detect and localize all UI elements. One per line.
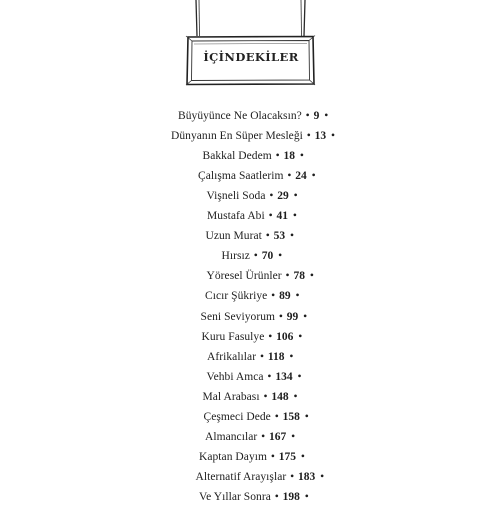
toc-entry-page: 118: [267, 350, 285, 363]
toc-entry-title: Büyüyünce Ne Olacaksın?: [178, 110, 302, 122]
toc-separator: •: [278, 250, 283, 263]
toc-entry-page: 24: [295, 170, 307, 183]
toc-entry: [202, 328, 303, 346]
toc-separator: •: [274, 410, 279, 423]
toc-entry: [198, 167, 316, 185]
toc-entry-title: Dünyanın En Süper Mesleği: [171, 130, 303, 143]
toc-entry-page: 89: [279, 290, 291, 303]
toc-entry-page: 183: [298, 470, 316, 483]
toc-entry-page: 148: [271, 390, 289, 403]
toc-entry-page: 41: [276, 210, 289, 223]
toc-entry: [203, 147, 304, 165]
toc-entry: [199, 488, 309, 506]
toc-entry-title: Çeşmeci Dede: [203, 410, 271, 423]
toc-separator: •: [304, 410, 309, 423]
toc-separator: •: [293, 390, 298, 403]
toc-separator: •: [290, 230, 295, 243]
toc-separator: •: [275, 150, 280, 163]
toc-entry-page: 167: [269, 430, 287, 443]
toc-separator: •: [298, 330, 303, 343]
toc-separator: •: [268, 330, 273, 343]
toc-entry-title: Ve Yıllar Sonra: [199, 490, 271, 503]
toc-entry-page: 70: [261, 250, 274, 263]
toc-separator: •: [269, 190, 274, 203]
toc-entry-title: Vehbi Amca: [206, 370, 264, 383]
toc-entry: [207, 348, 293, 366]
toc-separator: •: [263, 390, 268, 403]
toc-separator: •: [278, 310, 283, 323]
toc-entry-page: 198: [282, 490, 300, 503]
toc-entry-title: Afrikalılar: [207, 350, 257, 363]
toc-separator: •: [293, 190, 298, 203]
toc-entry-title: Cıcır Şükriye: [205, 290, 268, 303]
toc-separator: •: [291, 430, 296, 443]
toc-entry-page: 175: [278, 450, 297, 463]
toc-separator: •: [324, 110, 329, 122]
toc-entry-page: 13: [314, 130, 327, 143]
toc-entry: [199, 448, 305, 466]
toc-separator: •: [287, 170, 292, 183]
toc-entry: [196, 468, 325, 486]
toc-entry: [206, 227, 295, 245]
toc-entry: [171, 127, 335, 145]
toc-entry: [205, 287, 299, 305]
toc-entry-page: 18: [283, 150, 296, 163]
toc-separator: •: [304, 490, 309, 503]
toc-entry-title: Alternatif Arayışlar: [195, 470, 287, 483]
toc-entry: [203, 388, 298, 406]
toc-separator: •: [289, 350, 294, 363]
toc-entry-title: Almancılar: [205, 430, 258, 443]
toc-entry-title: Mustafa Abi: [207, 210, 265, 223]
toc-separator: •: [331, 130, 336, 143]
toc-separator: •: [303, 310, 308, 323]
toc-separator: •: [259, 350, 264, 363]
toc-separator: •: [274, 490, 279, 503]
toc-entry-title: Yöresel Ürünler: [206, 270, 282, 283]
toc-entry: [222, 247, 283, 265]
toc-entry-page: 99: [286, 310, 299, 323]
toc-entry-title: Hırsız: [221, 250, 250, 263]
toc-entry-page: 9: [313, 110, 320, 122]
toc-separator: •: [297, 370, 302, 383]
toc-separator: •: [295, 290, 300, 303]
toc-separator: •: [309, 270, 314, 283]
toc-separator: •: [271, 290, 276, 303]
toc-separator: •: [290, 470, 295, 483]
toc-entry-page: 158: [282, 410, 300, 423]
toc-separator: •: [253, 250, 258, 263]
toc-entry: [201, 308, 308, 326]
toc-separator: •: [305, 110, 310, 122]
toc-entry-title: Kaptan Dayım: [199, 450, 267, 463]
toc-entry: [205, 428, 295, 446]
toc-separator: •: [292, 210, 297, 223]
toc-entry-title: Vişneli Soda: [206, 190, 266, 203]
toc-separator: •: [265, 230, 270, 243]
toc-entry-page: 78: [293, 270, 305, 283]
toc-entry-title: Seni Seviyorum: [200, 310, 275, 323]
toc-entry-page: 53: [273, 230, 286, 243]
toc-separator: •: [270, 450, 275, 463]
toc-separator: •: [320, 470, 325, 483]
toc-entry: [207, 267, 314, 285]
toc-separator: •: [306, 130, 311, 143]
toc-entry: [207, 368, 302, 386]
toc-entry: [207, 187, 298, 205]
toc-entry-title: Çalışma Saatlerim: [198, 170, 284, 183]
toc-separator: •: [268, 210, 273, 223]
toc-entry-page: 106: [276, 330, 294, 343]
toc-entry-title: Uzun Murat: [205, 230, 262, 243]
toc-separator: •: [311, 170, 316, 183]
toc-separator: •: [261, 430, 266, 443]
toc-entry: [204, 408, 309, 426]
toc-entry: [207, 207, 297, 225]
toc-separator: •: [285, 270, 290, 283]
toc-entry: [178, 107, 328, 125]
page-title: İÇİNDEKİLER: [203, 50, 299, 64]
toc-entry-title: Mal Arabası: [202, 390, 260, 403]
toc-entry-title: Kuru Fasulye: [201, 330, 265, 343]
toc-entry-title: Bakkal Dedem: [202, 150, 272, 163]
toc-separator: •: [267, 370, 272, 383]
toc-entry-page: 134: [275, 370, 293, 383]
toc-separator: •: [299, 150, 304, 163]
toc-entry-page: 29: [277, 190, 289, 203]
toc-separator: •: [300, 450, 305, 463]
